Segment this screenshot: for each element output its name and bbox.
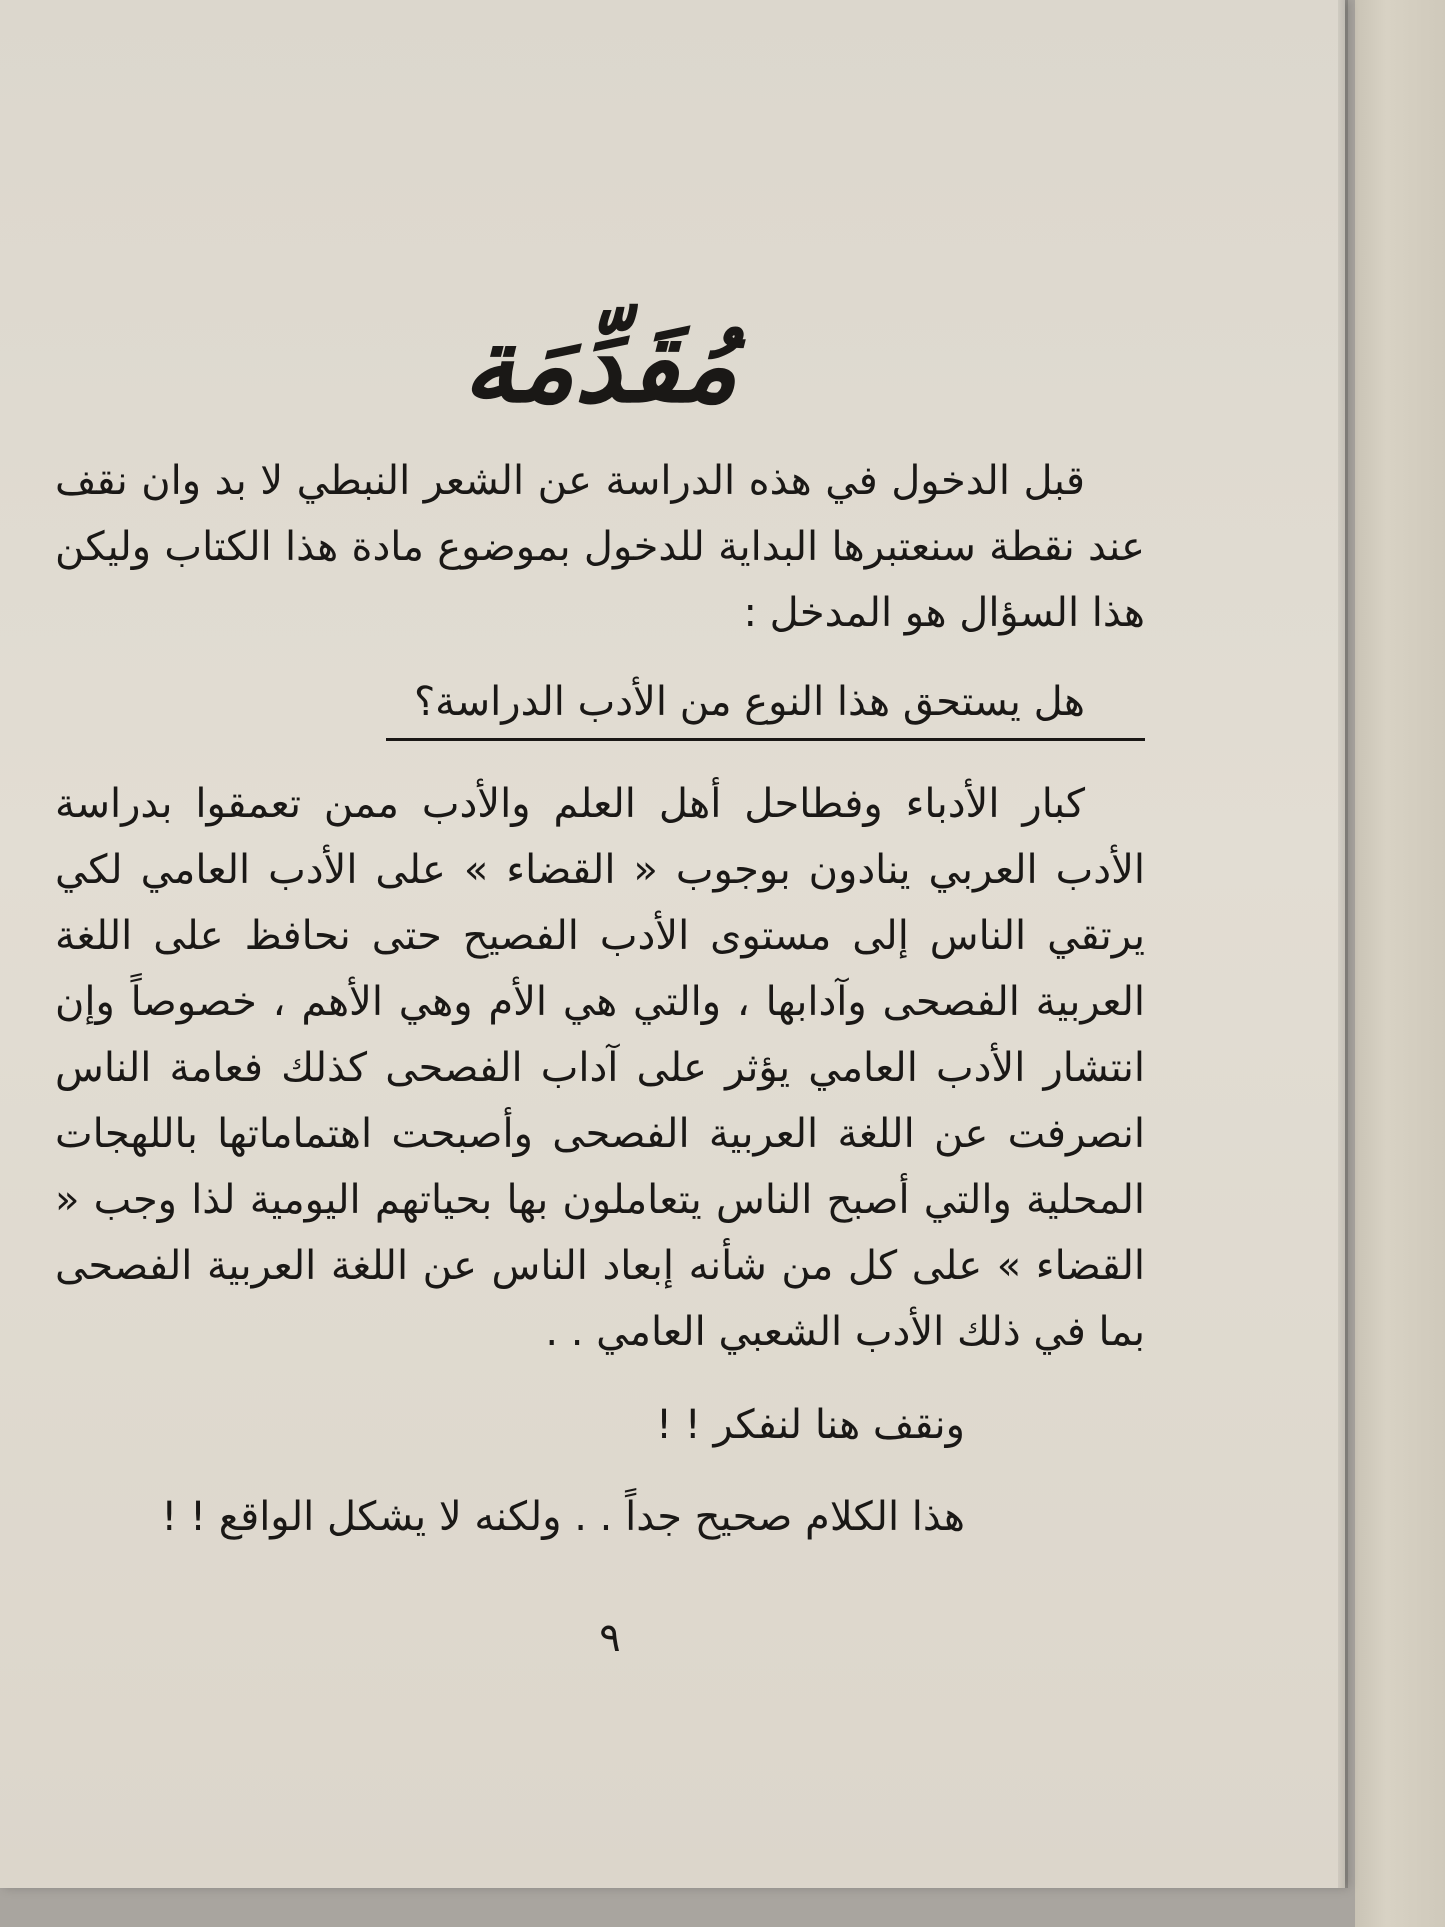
- adjacent-page-edge: [1355, 0, 1445, 1927]
- question-block: [55, 672, 1145, 741]
- statement-line: هذا الكلام صحيح جداً . . ولكنه لا يشكل الواقع ! !: [161, 1494, 965, 1540]
- intro-paragraph: قبل الدخول في هذه الدراسة عن الشعر النبطي لا بد وان نقف عند نقطة سنعتبرها البداية للدخول بموضوع مادة هذا الكتاب وليكن هذا السؤال هو المدخل :: [55, 458, 1145, 636]
- page-number: ٩: [599, 1615, 621, 1661]
- page-binding-shadow: [1338, 0, 1348, 1888]
- body-paragraph: كبار الأدباء وفطاحل أهل العلم والأدب ممن تعمقوا بدراسة الأدب العربي ينادون بوجوب « القضاء » على الأدب العامي لكي يرتقي الناس إلى مستوى الأدب الفصيح حتى نحافظ على اللغة العربية الفصحى وآدابها ، والتي هي الأم وهي الأهم ، خصوصاً وإن انتشار الأدب العامي يؤثر على آداب الفصحى كذلك فعامة الناس انصرفت عن اللغة العربية الفصحى وأصبحت اهتماماتها باللهجات المحلية والتي أصبح الناس يتعاملون بها بحياتهم اليومية لذا وجب « القضاء » على كل من شأنه إبعاد الناس عن اللغة العربية الفصحى بما في ذلك الأدب الشعبي العامي . .: [55, 781, 1145, 1355]
- page-content: [55, 300, 1145, 1549]
- chapter-title: مُقَدِّمَة: [462, 303, 738, 426]
- pause-line: ونقف هنا لنفكر ! !: [655, 1402, 965, 1448]
- underlined-question: هل يستحق هذا النوع من الأدب الدراسة؟: [386, 672, 1145, 741]
